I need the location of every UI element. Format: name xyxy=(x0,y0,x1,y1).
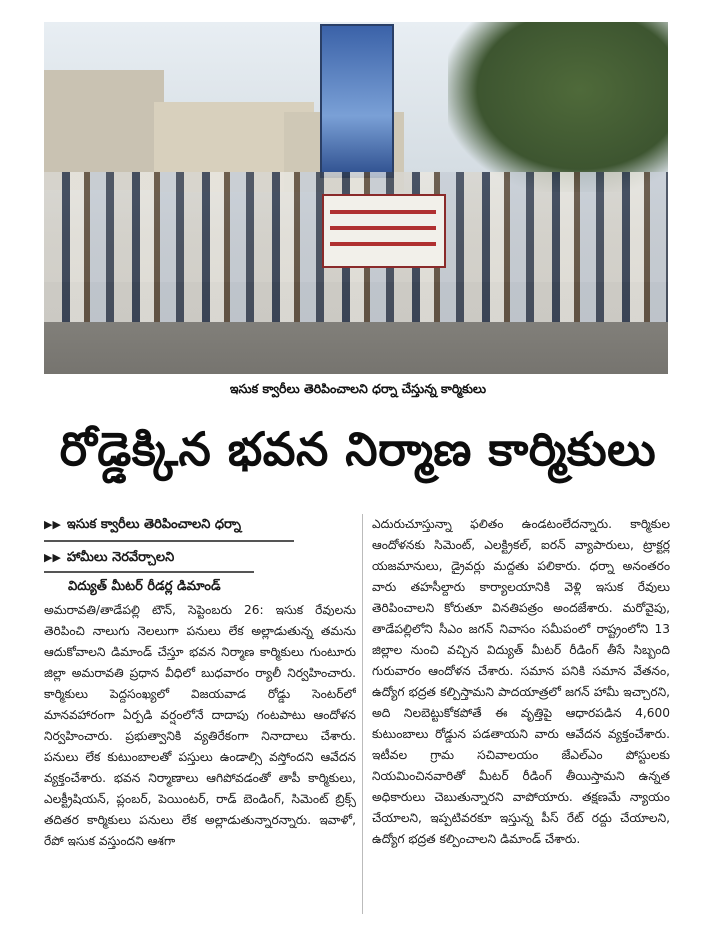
article-body-right: ఎదురుచూస్తున్నా ఫలితం ఉండటంలేదన్నారు. కార్మికుల ఆందోళనకు సిమెంట్, ఎలక్ట్రికల్, ఐరన్ వ్యాపారులు, ట్రాక్టర్ల యజమానులు, డ్రైవర్లు మద్దతు పలికారు. ధర్నా అనంతరం వారు తహసీల్దారు కార్యాలయానికి వెళ్లి ఇసుక రేవులు తెరిపించాలని కోరుతూ వినతిపత్రం అందజేశారు. మరోవైపు, తాడేపల్లిలోని సీఎం జగన్ నివాసం సమీపంలో రాష్ట్రంలోని 13 జిల్లాల నుంచి వచ్చిన విద్యుత్ మీటర్ రీడింగ్ తీసే సిబ్బంది గురువారం ఆందోళన చేశారు. సమాన పనికి సమాన వేతనం, ఉద్యోగ భద్రత కల్పిస్తామని పాదయాత్రలో జగన్ హామీ ఇచ్చారని, అది నిలబెట్టుకోకపోతే ఈ వృత్తిపై ఆధారపడిన 4,600 కుటుంబాలు రోడ్డున పడతాయని వారు ఆవేదన వ్యక్తంచేశారు. ఇటీవల గ్రామ సచివాలయం జేఎల్ఎం పోస్టులకు నియమించినవారితో మీటర్ రీడింగ్ తీయిస్తామని ఉన్నత అధికారులు చెబుతున్నారని వాపోయారు. తక్షణమే న్యాయం చేయాలని, ఇప్పటివరకూ ఇస్తున్న పీస్ రేట్ రద్దు చేయాలని, ఉద్యోగ భద్రత కల్పించాలని డిమాండ్ చేశారు. xyxy=(372,517,670,846)
subhead: విద్యుత్ మీటర్ రీడర్ల డిమాండ్ xyxy=(68,579,221,594)
headline: రోడ్డెక్కిన భవన నిర్మాణ కార్మికులు xyxy=(59,422,657,476)
arrow-icon: ▶▶ xyxy=(44,518,61,531)
deck-divider xyxy=(44,571,254,573)
photo-tree xyxy=(448,22,668,192)
deck-text-1: ఇసుక క్వారీలు తెరిపించాలని ధర్నా xyxy=(66,517,241,532)
article-body-left: అమరావతి/తాడేపల్లి టౌన్, సెప్టెంబరు 26: ఇసుక రేవులను తెరిపించి నాలుగు నెలలుగా పనులు లేక అల్లాడుతున్న తమను ఆదుకోవాలని డిమాండ్ చేస్తూ భవన నిర్మాణ కార్మికులు గుంటూరు జిల్లా అమరావతి ప్రధాన వీధిలో బుధవారం ర్యాలీ నిర్వహించారు. కార్మికులు పెద్దసంఖ్యలో విజయవాడ రోడ్డు సెంటర్‌లో మానవహారంగా ఏర్పడి వర్షంలోనే దాదాపు గంటపాటు ఆందోళన నిర్వహించారు. ప్రభుత్వానికి వ్యతిరేకంగా నినాదాలు చేశారు. పనులు లేక కుటుంబాలతో పస్తులు ఉండాల్సి వస్తోందని ఆవేదన వ్యక్తంచేశారు. భవన నిర్మాణాలు ఆగిపోవడంతో తాపీ కార్మికులు, ఎలక్ట్రీషియన్, ప్లంబర్, పెయింటర్, రాడ్ బెండింగ్, సిమెంట్ బ్రిక్స్ తదితర కార్మికులు పనులు లేక అల్లాడుతున్నారన్నారు. ఇవాళో, రేపో ఇసుక వస్తుందని ఆశగా xyxy=(44,603,356,848)
photo-hoarding xyxy=(320,24,394,178)
deck-line-1 xyxy=(44,515,356,535)
news-photo xyxy=(44,22,668,374)
article-column-right xyxy=(372,514,670,916)
deck-text-2: హామీలు నెరవేర్చాలని xyxy=(66,550,175,565)
deck-divider xyxy=(44,540,294,542)
arrow-icon: ▶▶ xyxy=(44,551,61,564)
photo-banner xyxy=(322,194,446,268)
photo-caption: ఇసుక క్వారీలు తెరిపించాలని ధర్నా చేస్తున్న కార్మికులు xyxy=(229,381,487,396)
article-column-left xyxy=(44,600,356,912)
deck-line-2 xyxy=(44,548,356,568)
column-divider xyxy=(362,514,363,914)
